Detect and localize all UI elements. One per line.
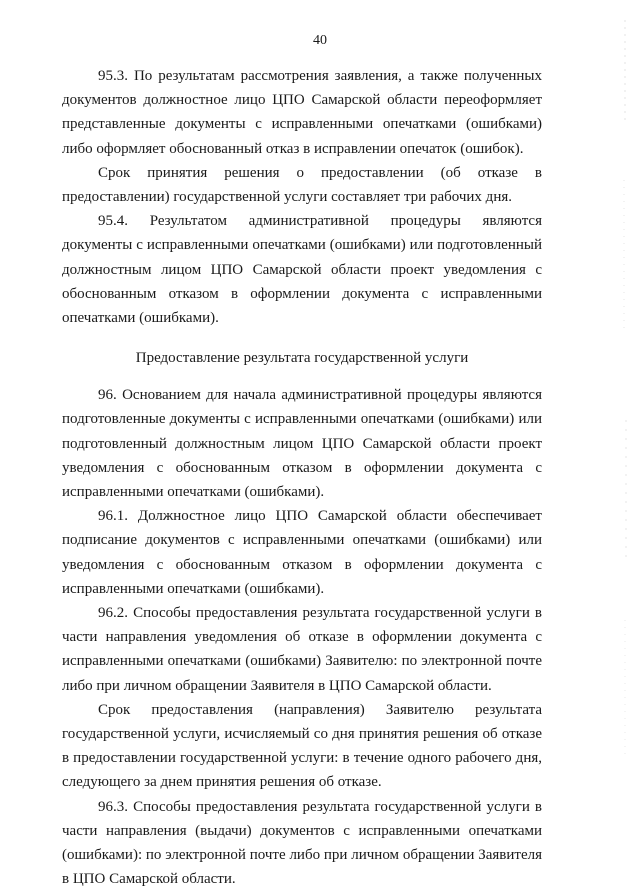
section-spacer bbox=[62, 330, 542, 347]
page-number: 40 bbox=[313, 33, 327, 48]
scan-margin-artifact bbox=[618, 0, 632, 894]
paragraph-96-1: 96.1. Должностное лицо ЦПО Самарской области обеспечивает подписание документов с исправленными опечатками (ошибками) или уведомления с обоснованным отказом в оформлении документа с исправленными опечатками (ошибками). bbox=[62, 508, 542, 597]
paragraph-95-3: 95.3. По результатам рассмотрения заявления, а также полученных документов должностное лицо ЦПО Самарской области переоформляет представленные документы с исправленными опечатками (ошибками) либо оформляет обоснованный отказ в исправлении опечаток (ошибок). bbox=[62, 68, 542, 157]
section-heading: Предоставление результата государственной услуги bbox=[135, 350, 469, 367]
paragraph-delivery-term: Срок предоставления (направления) Заявителю результата государственной услуги, исчисляемый со дня принятия решения об отказе в предоставлении государственной услуги: в течение одного рабочего дня, следующего за днем принятия решения об отказе. bbox=[62, 701, 542, 791]
paragraph-95-4: 95.4. Результатом административной процедуры являются документы с исправленными опечатками (ошибками) или подготовленный должностным лицом ЦПО Самарской области проект уведомления с обоснованным отказом в оформлении документа с исправленными опечатками (ошибками). bbox=[62, 213, 542, 327]
paragraph-96-2: 96.2. Способы предоставления результата государственной услуги в части направления уведомления об отказе в оформлении документа с исправленными опечатками (ошибками) Заявителю: по электронной почте либо при личном обращении Заявителя в ЦПО Самарской области. bbox=[62, 605, 542, 694]
paragraph-96: 96. Основанием для начала административной процедуры являются подготовленные документы с исправленными опечатками (ошибками) или подготовленный должностным лицом ЦПО Самарской области проект уведомления с обоснованным отказом в оформлении документа с исправленными опечатками (ошибками). bbox=[62, 387, 542, 501]
paragraph-96-3: 96.3. Способы предоставления результата государственной услуги в части направления (выдачи) документов с исправленными опечатками (ошибками): по электронной почте либо при личном обращении Заявителя в ЦПО Самарской области. bbox=[62, 798, 542, 888]
paragraph-decision-term: Срок принятия решения о предоставлении (об отказе в предоставлении) государственной услуги составляет три рабочих дня. bbox=[62, 164, 542, 206]
document-body bbox=[62, 64, 542, 892]
